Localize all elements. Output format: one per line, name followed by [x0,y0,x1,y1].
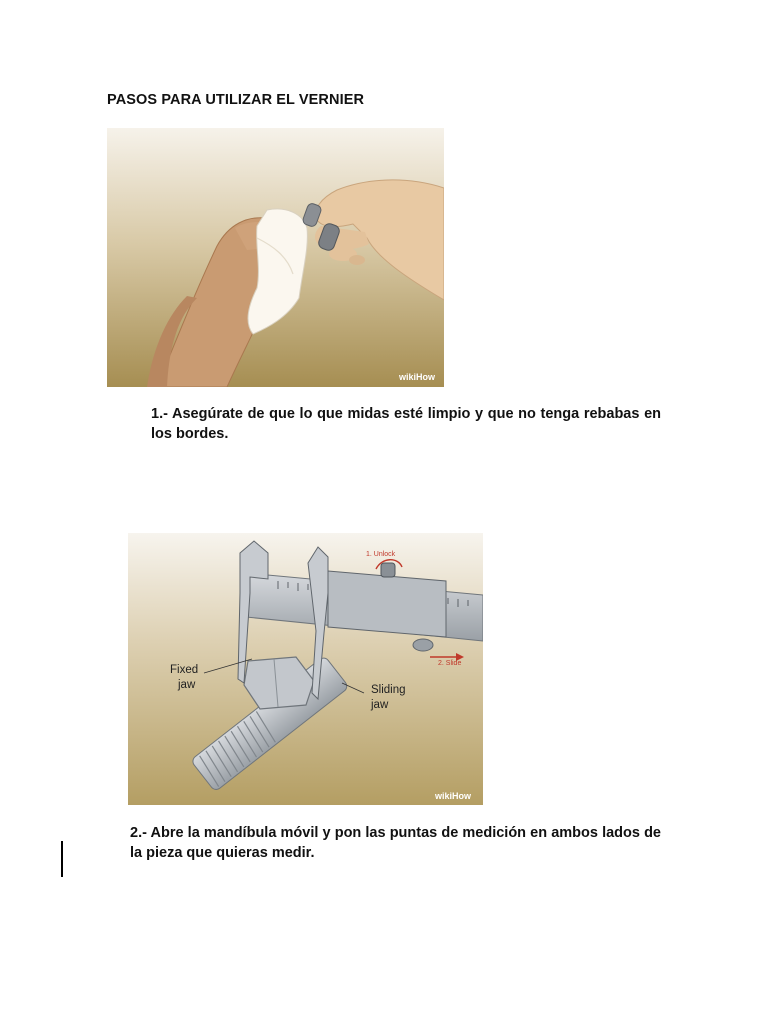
page-title: PASOS PARA UTILIZAR EL VERNIER [107,92,365,108]
slide-label: 2. Slide [438,660,462,667]
wikihow-watermark: wikiHow [435,791,472,801]
wikihow-watermark: wikiHow [399,372,436,382]
text-cursor [61,841,63,877]
step-2-illustration [128,533,483,805]
step-1-text: 1.- Asegúrate de que lo que midas esté limpio y que no tenga rebabas en los bordes. [151,406,661,442]
fixed-jaw-label-line-1: Fixed [170,664,199,676]
step-1-illustration [107,128,444,387]
fixed-jaw-label-line-2: jaw [178,679,196,691]
step-2-text: 2.- Abre la mandíbula móvil y pon las puntas de medición en ambos lados de la pieza que quieras medir. [130,825,661,861]
sliding-jaw-label-line-2: jaw [371,699,389,711]
unlock-label: 1. Unlock [366,551,396,558]
sliding-jaw-label-line-1: Sliding [371,684,406,696]
